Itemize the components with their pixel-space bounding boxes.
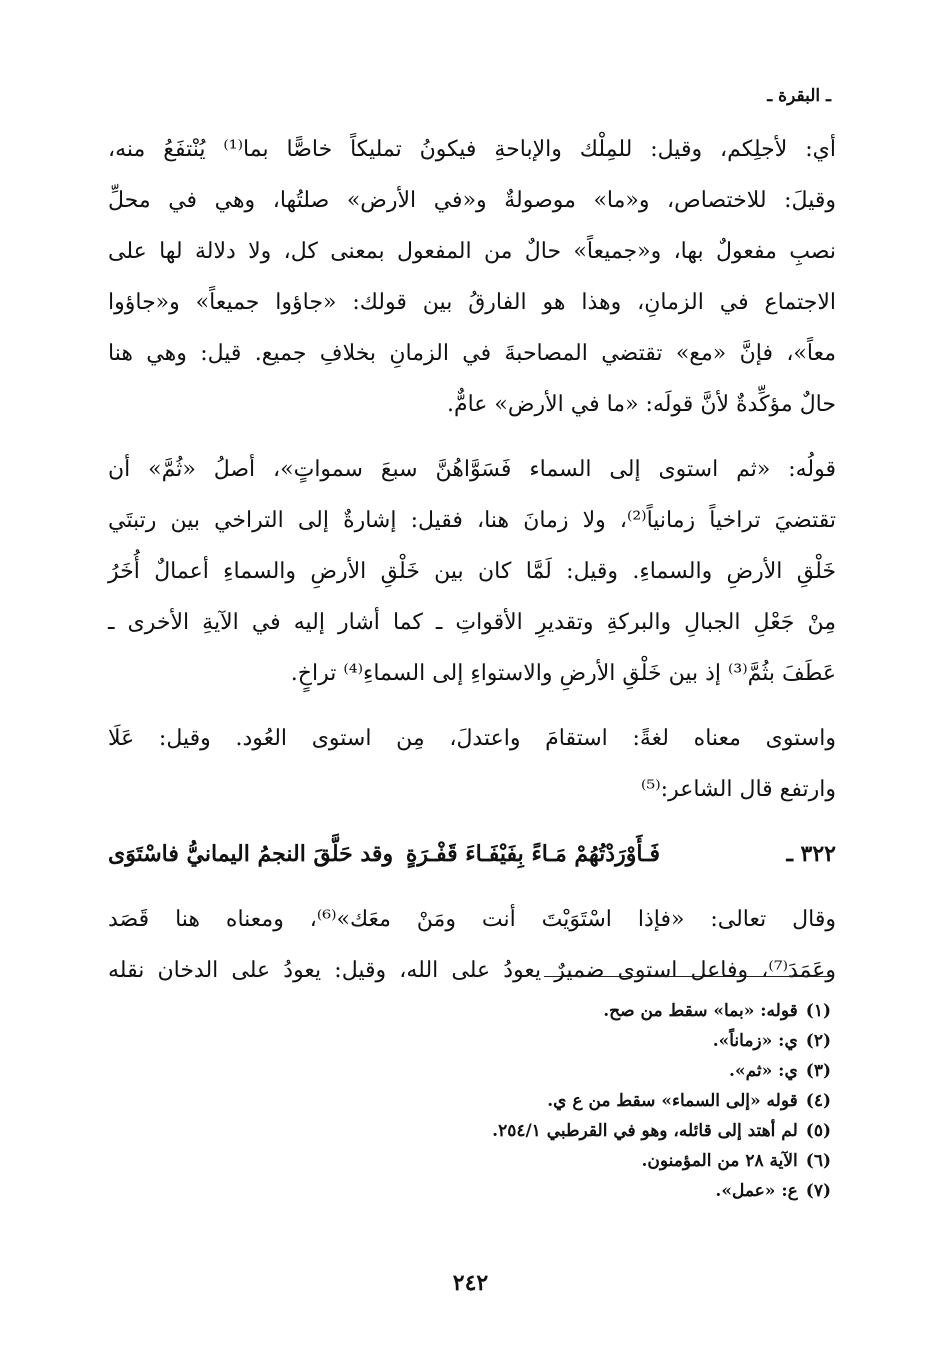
footnote-text: ي: «زماناً». <box>712 1031 798 1051</box>
text-line: وعَمَدَ⁽⁷⁾، وفاعل استوى ضميرٌ يعودُ على الله، وقيل: يعودُ على الدخان نقله <box>108 958 836 983</box>
text-line: وقيلَ: للاختصاص، و«ما» موصولةٌ و«في الأرض» صلتُها، وهي في محلِّ <box>108 188 836 213</box>
second-hemistich: وقد حَلَّقَ النجمُ اليمانيُّ فاسْتَوَى <box>108 841 394 867</box>
footnotes <box>111 996 831 1206</box>
footnote <box>111 1146 831 1176</box>
footnote-number: (٧) <box>805 1181 831 1201</box>
header-title: ـ البقرة ـ <box>767 86 831 106</box>
footnote-text: لم أهتد إلى قائله، وهو في القرطبي ٢٥٤/١. <box>492 1121 798 1141</box>
page-number: ٢٤٢ <box>452 1270 489 1296</box>
footnote-text: ي: «ثم». <box>729 1061 798 1081</box>
running-header <box>0 86 941 110</box>
text-line: حالٌ مؤكِّدةٌ لأنَّ قولَه: «ما في الأرض» عامٌّ. <box>446 392 836 417</box>
footnote-number: (٦) <box>805 1151 831 1171</box>
text-line: قولُه: «ثم استوى إلى السماء فَسَوَّاهُنَّ سبعَ سمواتٍ»، أصلُ «ثُمَّ» أن <box>108 457 836 482</box>
footnote-separator <box>544 976 834 977</box>
text-line: معاً»، فإنَّ «مع» تقتضي المصاحبةَ في الزمانِ بخلافِ جميع. قيل: وهي هنا <box>108 341 836 366</box>
footnote <box>111 1176 831 1206</box>
footnote-number: (٤) <box>805 1091 831 1111</box>
footnote-text: قوله: «بما» سقط من صح. <box>603 1001 798 1021</box>
first-hemistich: فَـأَوْرَدْتُهُمْ مَـاءً بِفَيْفَـاءَ قَفْـرَةٍ <box>405 841 660 867</box>
text-line: وقال تعالى: «فإذا اسْتَوَيْتَ أنت ومَنْ معَك»⁽⁶⁾، ومعناه هنا قَصَد <box>108 907 836 932</box>
text-line: وارتفع قال الشاعر:⁽⁵⁾ <box>641 777 836 802</box>
main-text <box>108 124 836 996</box>
footnote-number: (٥) <box>805 1121 831 1141</box>
text-line: نصبِ مفعولٌ بها، و«جميعاً» حالٌ من المفعول بمعنى كل، ولا دلالة لها على <box>108 239 836 264</box>
poem-verse <box>108 829 836 880</box>
footnote-text: ع: «عمل». <box>715 1181 798 1201</box>
footnote <box>111 1026 831 1056</box>
text-line: عَطَفَ بثُمَّ⁽³⁾ إذ بين خَلْقِ الأرضِ والاستواءِ إلى السماءِ⁽⁴⁾ تراخٍ. <box>290 661 836 686</box>
footnote <box>111 996 831 1026</box>
footnote-text: الآية ٢٨ من المؤمنون. <box>641 1151 798 1171</box>
footnote <box>111 1056 831 1086</box>
text-line: الاجتماع في الزمانِ، وهذا هو الفارقُ بين قولك: «جاؤوا جميعاً» و«جاؤوا <box>108 290 836 315</box>
footnote-number: (٣) <box>805 1061 831 1081</box>
text-line: تقتضيَ تراخياً زمانياً⁽²⁾، ولا زمانَ هنا، فقيل: إشارةٌ إلى التراخي بين رتبتَي <box>108 508 836 533</box>
text-line: واستوى معناه لغةً: استقامَ واعتدلَ، مِن استوى العُود. وقيل: عَلَا <box>108 726 836 751</box>
verse-number: ٣٢٢ ـ <box>786 841 836 867</box>
text-line: أي: لأجلِكم، وقيل: للمِلْك والإباحةِ فيكونُ تمليكاً خاصًّا بما⁽¹⁾ يُنْتفَعُ منه، <box>108 137 836 162</box>
text-line: مِنْ جَعْلِ الجبالِ والبركةِ وتقديرِ الأقواتِ ـ كما أشار إليه في الآيةِ الأخرى ـ <box>108 610 836 635</box>
text-line: خَلْقِ الأرضِ والسماءِ. وقيل: لَمَّا كان بين خَلْقِ الأرضِ والسماءِ أعمالٌ أُخَرُ <box>108 559 836 584</box>
footnote <box>111 1086 831 1116</box>
footnote-number: (٢) <box>805 1031 831 1051</box>
footnote-text: قوله «إلى السماء» سقط من ع ي. <box>547 1091 798 1111</box>
footnote <box>111 1116 831 1146</box>
footnote-number: (١) <box>805 1001 831 1021</box>
